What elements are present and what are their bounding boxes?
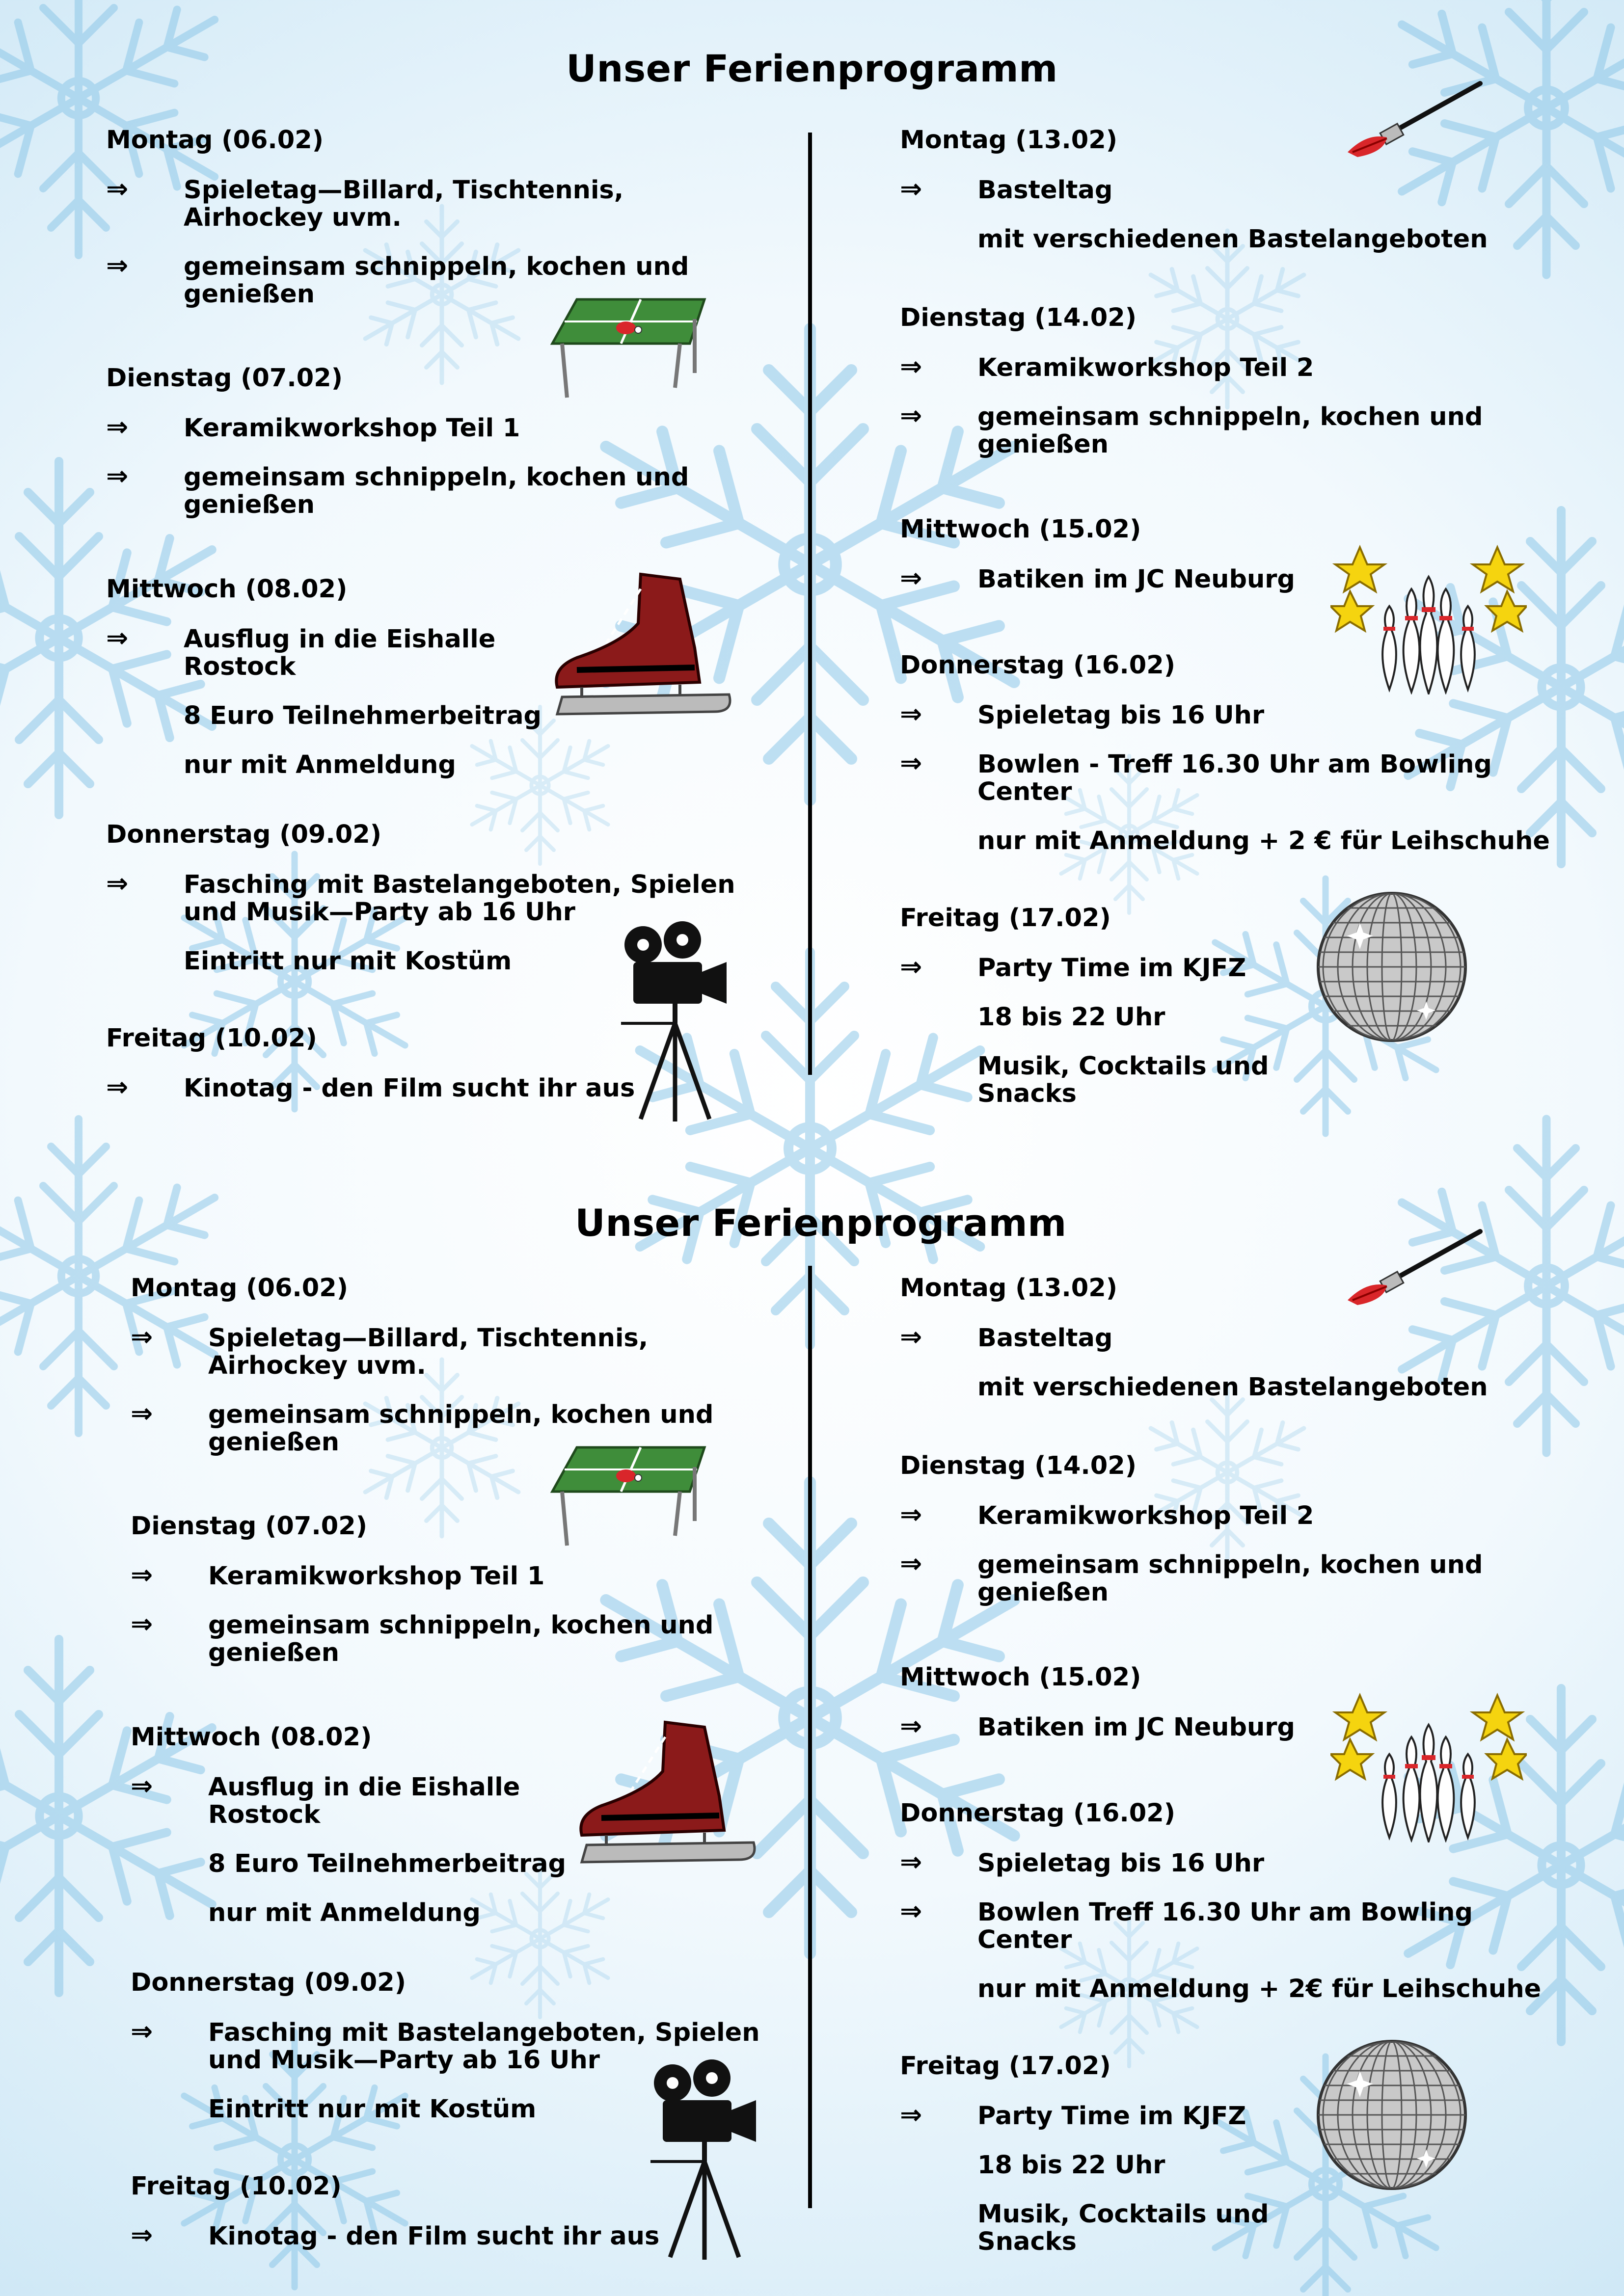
item-text: Spieletag bis 16 Uhr xyxy=(977,1849,1265,1878)
bowling-pins-icon xyxy=(1330,1690,1527,1842)
item-text: Snacks xyxy=(977,2227,1077,2256)
ping-pong-table-icon xyxy=(547,290,714,402)
item-text: Basteltag xyxy=(977,176,1113,205)
item-text: Ausflug in die Eishalle xyxy=(184,625,496,654)
item-text: Rostock xyxy=(184,652,296,681)
day-heading: Montag (13.02) xyxy=(900,1274,1118,1303)
item-text: Keramikworkshop Teil 1 xyxy=(184,414,520,443)
item-text: Center xyxy=(977,777,1072,806)
arrow-icon: ⇒ xyxy=(131,1398,153,1429)
day-heading: Freitag (10.02) xyxy=(131,2172,342,2201)
arrow-icon: ⇒ xyxy=(106,250,129,281)
column-divider xyxy=(808,133,812,1075)
film-camera-icon xyxy=(621,918,734,1124)
item-text: genießen xyxy=(977,1578,1109,1607)
ice-skate-icon xyxy=(547,569,734,726)
arrow-icon: ⇒ xyxy=(900,1710,922,1741)
day-heading: Dienstag (14.02) xyxy=(900,1451,1137,1480)
page-title: Unser Ferienprogramm xyxy=(575,1201,1067,1245)
item-text: Batiken im JC Neuburg xyxy=(977,1713,1295,1742)
item-text: Bowlen Treff 16.30 Uhr am Bowling xyxy=(977,1898,1473,1927)
item-text: 8 Euro Teilnehmerbeitrag xyxy=(184,701,542,730)
day-heading: Dienstag (07.02) xyxy=(131,1512,368,1541)
item-text: Batiken im JC Neuburg xyxy=(977,565,1295,594)
page-title: Unser Ferienprogramm xyxy=(566,47,1058,90)
item-text: genießen xyxy=(977,430,1109,459)
arrow-icon: ⇒ xyxy=(106,868,129,899)
film-camera-icon xyxy=(650,2056,763,2262)
arrow-icon: ⇒ xyxy=(106,411,129,442)
item-text: Center xyxy=(977,1925,1072,1954)
item-text: nur mit Anmeldung + 2€ für Leihschuhe xyxy=(977,1975,1542,2003)
day-heading: Mittwoch (15.02) xyxy=(900,515,1141,544)
day-heading: Mittwoch (08.02) xyxy=(106,575,348,604)
item-text: gemeinsam schnippeln, kochen und xyxy=(184,252,689,281)
item-text: 18 bis 22 Uhr xyxy=(977,2151,1165,2180)
item-text: 18 bis 22 Uhr xyxy=(977,1003,1165,1032)
item-text: Musik, Cocktails und xyxy=(977,1052,1269,1081)
day-heading: Freitag (17.02) xyxy=(900,2052,1111,2081)
item-text: Airhockey uvm. xyxy=(208,1351,426,1380)
arrow-icon: ⇒ xyxy=(131,1608,153,1639)
item-text: nur mit Anmeldung xyxy=(184,750,456,779)
arrow-icon: ⇒ xyxy=(900,698,922,729)
item-text: genießen xyxy=(208,1638,340,1667)
item-text: Party Time im KJFZ xyxy=(977,2102,1246,2131)
arrow-icon: ⇒ xyxy=(900,2099,922,2130)
ping-pong-table-icon xyxy=(547,1438,714,1550)
day-heading: Freitag (10.02) xyxy=(106,1024,317,1053)
arrow-icon: ⇒ xyxy=(131,1770,153,1801)
item-text: Kinotag - den Film sucht ihr aus xyxy=(184,1074,635,1103)
day-heading: Donnerstag (16.02) xyxy=(900,1799,1176,1828)
item-text: gemeinsam schnippeln, kochen und xyxy=(184,463,689,492)
item-text: gemeinsam schnippeln, kochen und xyxy=(977,402,1483,431)
item-text: Basteltag xyxy=(977,1324,1113,1353)
item-text: Snacks xyxy=(977,1079,1077,1108)
arrow-icon: ⇒ xyxy=(131,1559,153,1590)
paintbrush-icon xyxy=(1338,79,1485,167)
bowling-pins-icon xyxy=(1330,542,1527,694)
item-text: Keramikworkshop Teil 1 xyxy=(208,1562,545,1591)
item-text: mit verschiedenen Bastelangeboten xyxy=(977,1373,1488,1402)
arrow-icon: ⇒ xyxy=(900,400,922,431)
arrow-icon: ⇒ xyxy=(131,2016,153,2047)
arrow-icon: ⇒ xyxy=(900,748,922,778)
arrow-icon: ⇒ xyxy=(106,1071,129,1102)
item-text: genießen xyxy=(208,1428,340,1457)
item-text: nur mit Anmeldung xyxy=(208,1898,481,1927)
item-text: gemeinsam schnippeln, kochen und xyxy=(977,1550,1483,1579)
item-text: 8 Euro Teilnehmerbeitrag xyxy=(208,1849,567,1878)
item-text: Keramikworkshop Teil 2 xyxy=(977,353,1314,382)
item-text: genießen xyxy=(184,490,315,519)
day-heading: Dienstag (07.02) xyxy=(106,364,343,393)
arrow-icon: ⇒ xyxy=(900,1846,922,1877)
item-text: Eintritt nur mit Kostüm xyxy=(208,2095,537,2124)
day-heading: Dienstag (14.02) xyxy=(900,303,1137,332)
day-heading: Montag (06.02) xyxy=(131,1274,349,1303)
item-text: nur mit Anmeldung + 2 € für Leihschuhe xyxy=(977,827,1550,855)
item-text: Fasching mit Bastelangeboten, Spielen xyxy=(184,870,735,899)
item-text: Kinotag - den Film sucht ihr aus xyxy=(208,2222,660,2251)
flyer-bottom xyxy=(0,1148,1624,2296)
arrow-icon: ⇒ xyxy=(900,1499,922,1530)
disco-ball-icon xyxy=(1313,2036,1470,2193)
arrow-icon: ⇒ xyxy=(106,460,129,491)
item-text: Keramikworkshop Teil 2 xyxy=(977,1501,1314,1530)
arrow-icon: ⇒ xyxy=(900,562,922,593)
item-text: mit verschiedenen Bastelangeboten xyxy=(977,225,1488,254)
day-heading: Freitag (17.02) xyxy=(900,904,1111,933)
day-heading: Mittwoch (15.02) xyxy=(900,1663,1141,1692)
item-text: und Musik—Party ab 16 Uhr xyxy=(184,898,575,927)
day-heading: Mittwoch (08.02) xyxy=(131,1723,372,1752)
item-text: und Musik—Party ab 16 Uhr xyxy=(208,2046,600,2075)
item-text: gemeinsam schnippeln, kochen und xyxy=(208,1400,714,1429)
item-text: Bowlen - Treff 16.30 Uhr am Bowling xyxy=(977,750,1492,779)
item-text: Fasching mit Bastelangeboten, Spielen xyxy=(208,2018,760,2047)
arrow-icon: ⇒ xyxy=(900,1321,922,1352)
item-text: Musik, Cocktails und xyxy=(977,2200,1269,2229)
day-heading: Donnerstag (09.02) xyxy=(131,1968,406,1997)
item-text: Ausflug in die Eishalle xyxy=(208,1773,520,1802)
day-heading: Montag (13.02) xyxy=(900,126,1118,155)
item-text: Rostock xyxy=(208,1800,321,1829)
day-heading: Montag (06.02) xyxy=(106,126,324,155)
arrow-icon: ⇒ xyxy=(106,173,129,204)
arrow-icon: ⇒ xyxy=(131,1321,153,1352)
item-text: Airhockey uvm. xyxy=(184,203,402,232)
item-text: genießen xyxy=(184,280,315,309)
ice-skate-icon xyxy=(572,1717,758,1874)
arrow-icon: ⇒ xyxy=(900,1548,922,1579)
day-heading: Donnerstag (09.02) xyxy=(106,820,382,849)
column-divider xyxy=(808,1266,812,2208)
item-text: gemeinsam schnippeln, kochen und xyxy=(208,1611,714,1640)
arrow-icon: ⇒ xyxy=(900,173,922,204)
paintbrush-icon xyxy=(1338,1227,1485,1315)
item-text: Spieletag—Billard, Tischtennis, xyxy=(184,176,624,205)
disco-ball-icon xyxy=(1313,888,1470,1045)
item-text: Spieletag—Billard, Tischtennis, xyxy=(208,1324,649,1353)
arrow-icon: ⇒ xyxy=(900,1896,922,1926)
arrow-icon: ⇒ xyxy=(900,351,922,382)
arrow-icon: ⇒ xyxy=(900,951,922,982)
day-heading: Donnerstag (16.02) xyxy=(900,651,1176,680)
item-text: Spieletag bis 16 Uhr xyxy=(977,701,1265,730)
item-text: Party Time im KJFZ xyxy=(977,954,1246,983)
arrow-icon: ⇒ xyxy=(106,622,129,653)
item-text: Eintritt nur mit Kostüm xyxy=(184,947,512,976)
arrow-icon: ⇒ xyxy=(131,2219,153,2250)
